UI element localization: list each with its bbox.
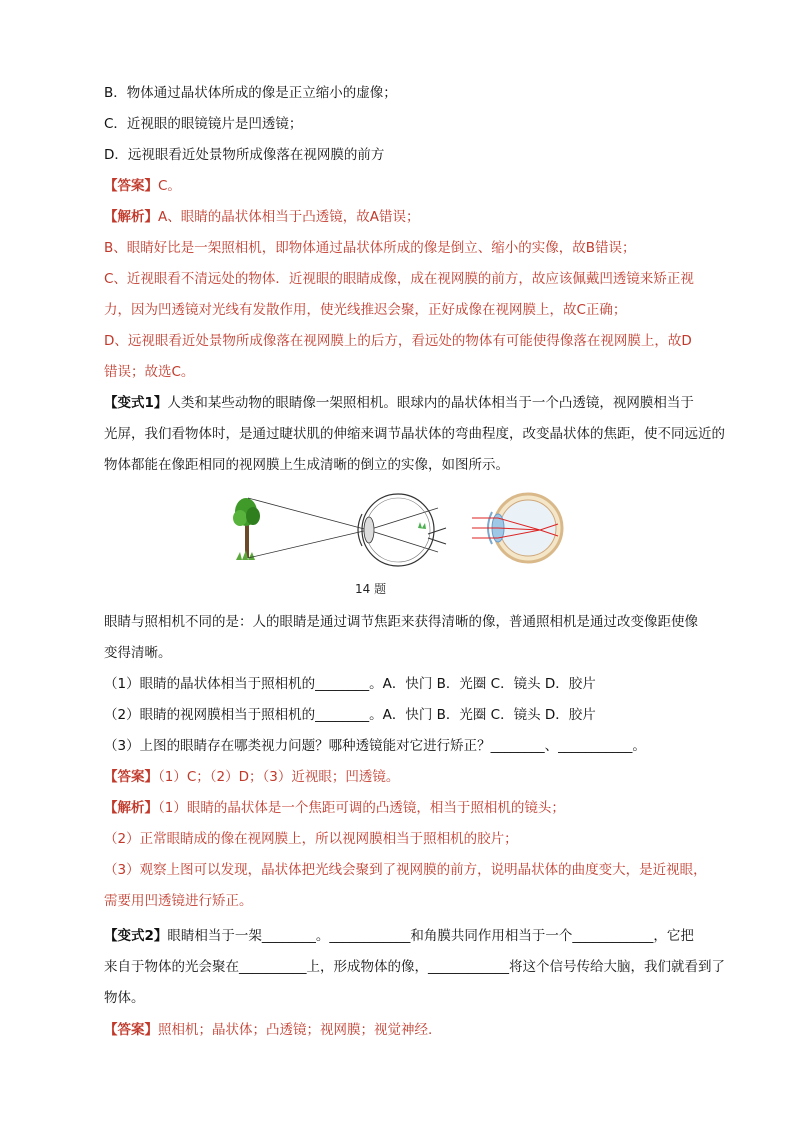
answer-tag: 【答案】 bbox=[104, 769, 158, 785]
v1-analysis-line: （2）正常眼睛成的像在视网膜上，所以视网膜相当于照相机的胶片； bbox=[104, 831, 518, 847]
eye-image-formation-figure bbox=[228, 488, 448, 568]
v2-answer bbox=[104, 1020, 432, 1040]
v1-analysis-line bbox=[104, 798, 565, 818]
option-b: B．物体通过晶状体所成的像是正立缩小的虚像； bbox=[104, 85, 397, 101]
v1-analysis-line: （3）观察上图可以发现，晶状体把光线会聚到了视网膜的前方，说明晶状体的曲度变大，是近视眼， bbox=[104, 862, 707, 878]
v2-stem-line: 来自于物体的光会聚在__________上，形成物体的像，____________将这个信号传给大脑，我们就看到了 bbox=[104, 959, 725, 975]
v1-question-1: （1）眼睛的晶状体相当于照相机的________。A．快门 B．光圈 C．镜头 D．胶片 bbox=[104, 676, 596, 692]
variant-tag: 【变式1】 bbox=[104, 395, 168, 411]
v1-answer bbox=[104, 767, 399, 787]
q1-analysis-line bbox=[104, 207, 419, 227]
q1-analysis-line: C、近视眼看不清远处的物体．近视眼的眼睛成像，成在视网膜的前方，故应该佩戴凹透镜来矫正视 bbox=[104, 271, 694, 287]
v1-stem-line: 物体都能在像距相同的视网膜上生成清晰的倒立的实像，如图所示。 bbox=[104, 457, 509, 473]
v1-question-2: （2）眼睛的视网膜相当于照相机的________。A．快门 B．光圈 C．镜头 D．胶片 bbox=[104, 707, 596, 723]
answer-tag: 【答案】 bbox=[104, 1022, 158, 1038]
eyeball-icon bbox=[358, 494, 446, 566]
v1-analysis-line: 需要用凹透镜进行矫正。 bbox=[104, 893, 253, 909]
v1-question-3: （3）上图的眼睛存在哪类视力问题？哪种透镜能对它进行矫正？________、___________。 bbox=[104, 738, 646, 754]
analysis-text: A、眼睛的晶状体相当于凸透镜，故A错误； bbox=[158, 209, 420, 225]
stem-text: 人类和某些动物的眼睛像一架照相机。眼球内的晶状体相当于一个凸透镜，视网膜相当于 bbox=[167, 395, 694, 411]
tree-icon bbox=[233, 498, 260, 560]
answer-text: 照相机；晶状体；凸透镜；视网膜；视觉神经. bbox=[158, 1022, 433, 1038]
option-d: D．远视眼看近处景物所成像落在视网膜的前方 bbox=[104, 147, 385, 163]
analysis-tag: 【解析】 bbox=[104, 209, 158, 225]
q1-answer bbox=[104, 176, 181, 196]
q1-analysis-line: 错误；故选C。 bbox=[104, 364, 195, 380]
analysis-text: （1）眼睛的晶状体是一个焦距可调的凸透镜，相当于照相机的镜头； bbox=[158, 800, 565, 816]
q1-analysis-line: B、眼睛好比是一架照相机，即物体通过晶状体所成的像是倒立、缩小的实像，故B错误； bbox=[104, 240, 636, 256]
figure-caption: 14 题 bbox=[355, 582, 387, 596]
v1-stem-line: 光屏，我们看物体时，是通过睫状肌的伸缩来调节晶状体的弯曲程度，改变晶状体的焦距，使不同远近的 bbox=[104, 426, 725, 442]
v1-stem-line bbox=[104, 393, 694, 413]
analysis-tag: 【解析】 bbox=[104, 800, 158, 816]
variant-tag: 【变式2】 bbox=[104, 928, 168, 944]
q1-analysis-line: D、远视眼看近处景物所成像落在视网膜上的后方，看远处的物体有可能使得像落在视网膜上，故D bbox=[104, 333, 692, 349]
eye-cross-section-icon bbox=[472, 494, 562, 562]
v2-stem-line bbox=[104, 926, 694, 946]
answer-text: C。 bbox=[158, 178, 181, 194]
answer-tag: 【答案】 bbox=[104, 178, 158, 194]
option-c: C．近视眼的眼镜镜片是凹透镜； bbox=[104, 116, 303, 132]
v1-diff-line: 变得清晰。 bbox=[104, 645, 172, 661]
v1-diff-line: 眼睛与照相机不同的是：人的眼睛是通过调节焦距来获得清晰的像，普通照相机是通过改变像距使像 bbox=[104, 614, 698, 630]
stem-text: 眼睛相当于一架________。____________和角膜共同作用相当于一个____________，它把 bbox=[167, 928, 694, 944]
v2-stem-line: 物体。 bbox=[104, 990, 145, 1006]
q1-analysis-line: 力，因为凹透镜对光线有发散作用，使光线推迟会聚，正好成像在视网膜上，故C正确； bbox=[104, 302, 627, 318]
eye-color-diagram bbox=[470, 488, 570, 568]
answer-text: （1）C；（2）D；（3）近视眼；凹透镜。 bbox=[158, 769, 400, 785]
